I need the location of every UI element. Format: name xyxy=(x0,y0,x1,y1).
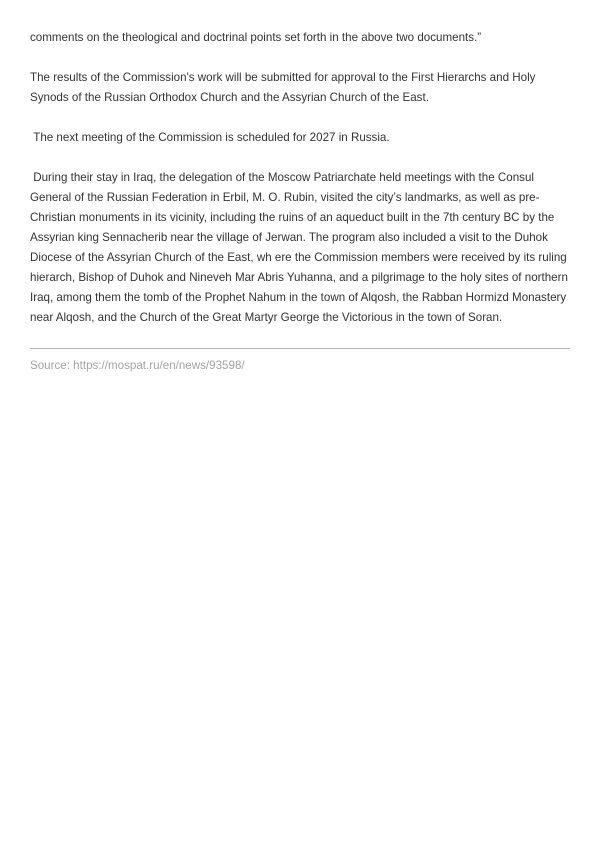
article-paragraph-continuation: comments on the theological and doctrinal points set forth in the above two documents.” xyxy=(30,31,482,44)
article-paragraph-commission-results: The results of the Commission's work will be submitted for approval to the First Hierarchs and Holy Synods of the Russian Orthodox Church and the Assyrian Church of the East. xyxy=(30,71,539,104)
article-paragraph-next-meeting: The next meeting of the Commission is scheduled for 2027 in Russia. xyxy=(30,131,390,144)
article-paragraph-iraq-visit: During their stay in Iraq, the delegation of the Moscow Patriarchate held meetings with the Consul General of the Russian Federation in Erbil, M. O. Rubin, visited the city’s landmarks, as well as pre-Christian monuments in its vicinity, including the ruins of an aqueduct built in the 7th century BC by the Assyrian king Sennacherib near the village of Jerwan. The program also included a visit to the Duhok Diocese of the Assyrian Church of the East, wh ere the Commission members were received by its ruling hierarch, Bishop of Duhok and Nineveh Mar Abris Yuhanna, and a pilgrimage to the holy sites of northern Iraq, among them the tomb of the Prophet Nahum in the town of Alqosh, the Rabban Hormizd Monastery near Alqosh, and the Church of the Great Martyr George the Victorious in the town of Soran. xyxy=(30,171,572,324)
source-line: Source: https://mospat.ru/en/news/93598/ xyxy=(30,359,245,372)
source-divider xyxy=(30,348,570,349)
